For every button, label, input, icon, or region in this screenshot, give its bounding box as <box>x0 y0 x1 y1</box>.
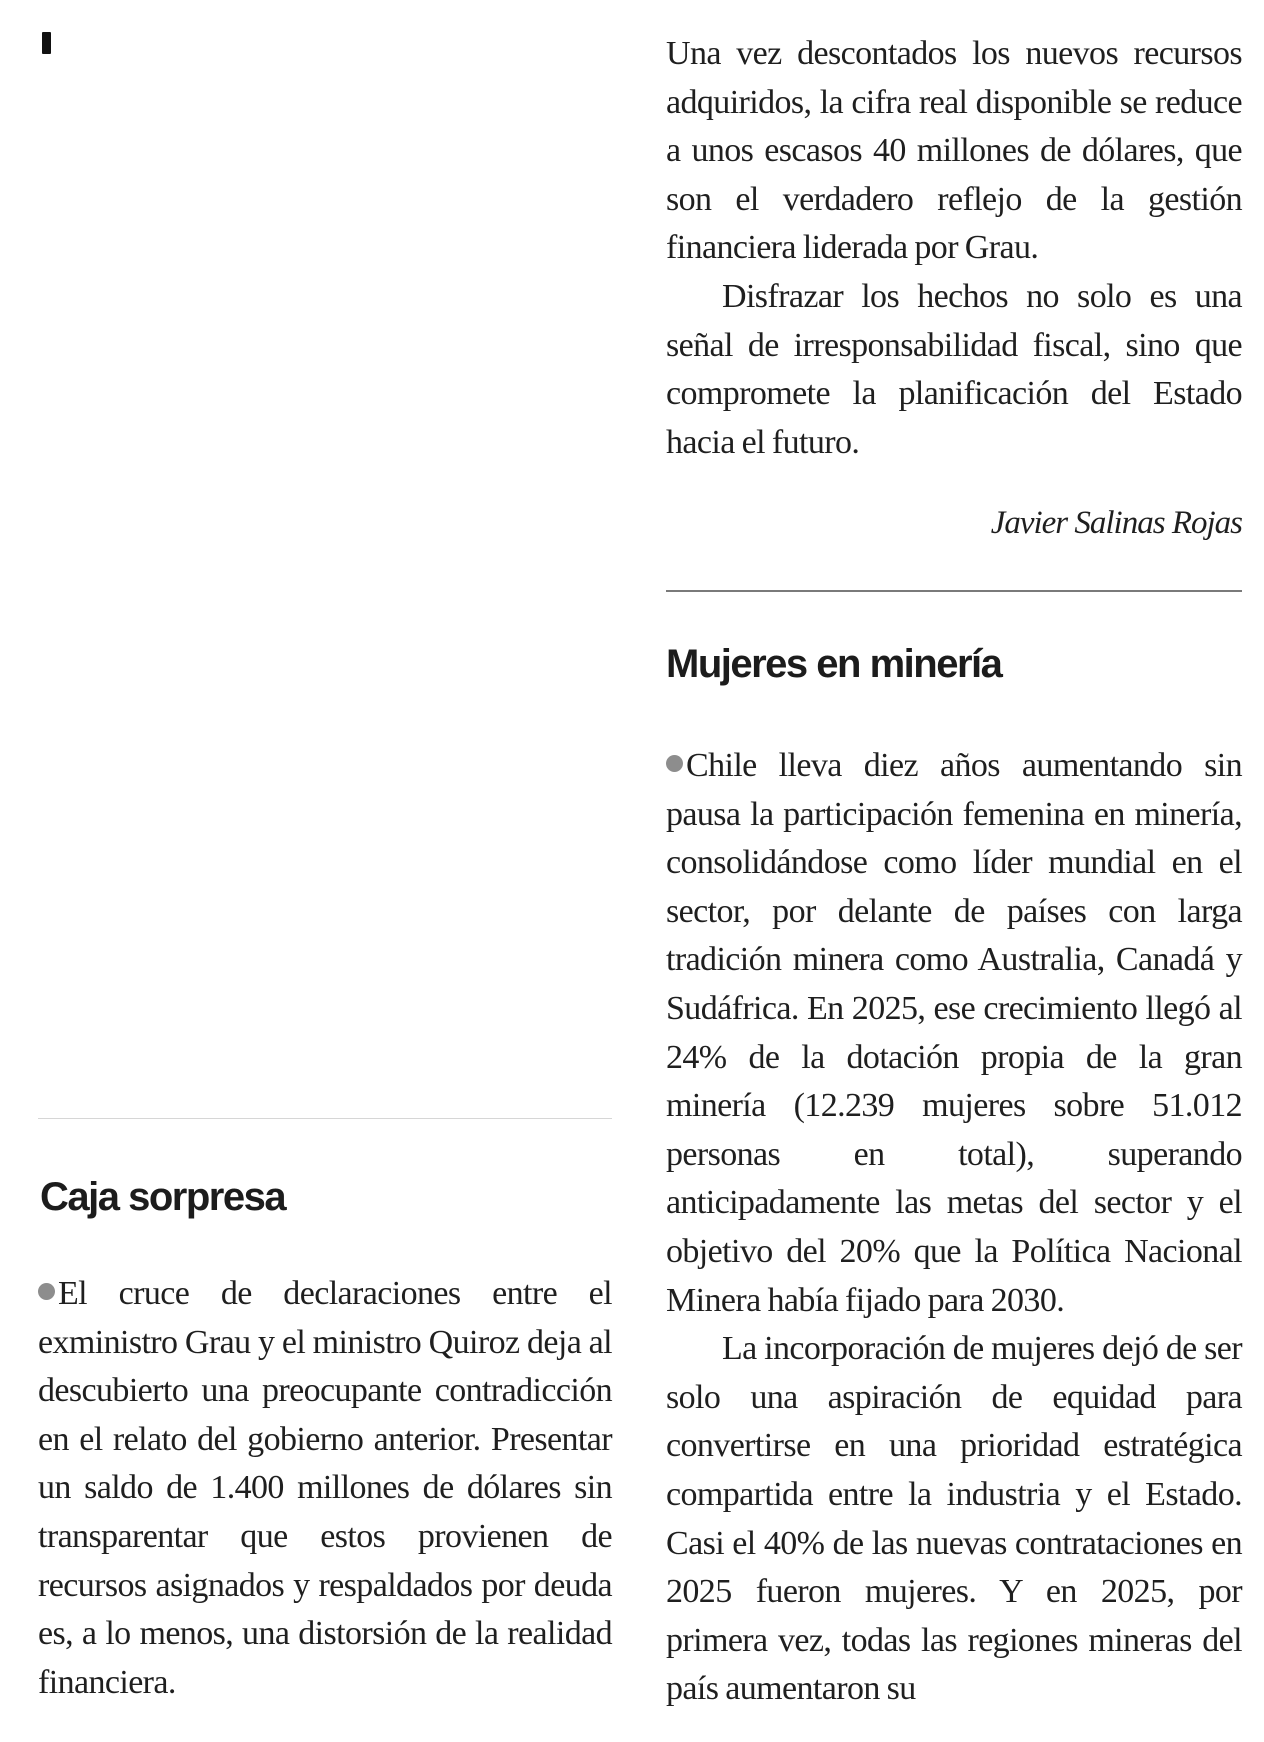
right-column <box>666 0 1242 1742</box>
bullet-icon <box>666 755 683 772</box>
mujeres-en-mineria-body <box>666 742 1242 1714</box>
mujeres-paragraph-2: La incorporación de mujeres dejó de ser solo una aspiración de equidad para convertirse en una prioridad estratégica compartida entre la industria y el Estado. Casi el 40% de las nuevas contrataciones en 2025 fueron mujeres. Y en 2025, por primera vez, todas las regiones mineras del país aumentaron su <box>666 1330 1242 1708</box>
bullet-icon <box>38 1283 55 1300</box>
letter-paragraph-2: Disfrazar los hechos no solo es una señal de irresponsabilidad fiscal, sino que compromete la planificación del Estado hacia el futuro. <box>666 277 1242 461</box>
left-column <box>38 0 612 1742</box>
mujeres-en-mineria-title: Mujeres en minería <box>666 642 1002 686</box>
letter-signature: Javier Salinas Rojas <box>990 505 1242 541</box>
previous-letter-continuation <box>666 30 1242 467</box>
caja-sorpresa-paragraph <box>38 1270 612 1707</box>
letter-paragraph-1: Una vez descontados los nuevos recursos adquiridos, la cifra real disponible se reduce a unos escasos 40 millones de dólares, que son el verdadero reflejo de la gestión financiera liderada por Grau. <box>666 35 1242 267</box>
mujeres-paragraph-1-text: Chile lleva diez años aumentando sin pausa la participación femenina en minería, consolidándose como líder mundial en el sector, por delante de países con larga tradición minera como Australia, Canadá y Sudáfrica. En 2025, ese crecimiento llegó al 24% de la dotación propia de la gran minería (12.239 mujeres sobre 51.012 personas en total), superando anticipadamente las metas del sector y el objetivo del 20% que la Política Nacional Minera había fijado para 2030. <box>666 747 1242 1319</box>
mujeres-paragraph-1 <box>666 742 1242 1325</box>
caja-sorpresa-text: El cruce de declaraciones entre el exministro Grau y el ministro Quiroz deja al descubierto una preocupante contradicción en el relato del gobierno anterior. Presentar un saldo de 1.400 millones de dólares sin transparentar que estos provienen de recursos asignados y respaldados por deuda es, a lo menos, una distorsión de la realidad financiera. <box>38 1275 612 1701</box>
caja-sorpresa-title: Caja sorpresa <box>40 1175 286 1219</box>
left-section-divider <box>38 1118 612 1119</box>
right-section-divider <box>666 590 1242 592</box>
